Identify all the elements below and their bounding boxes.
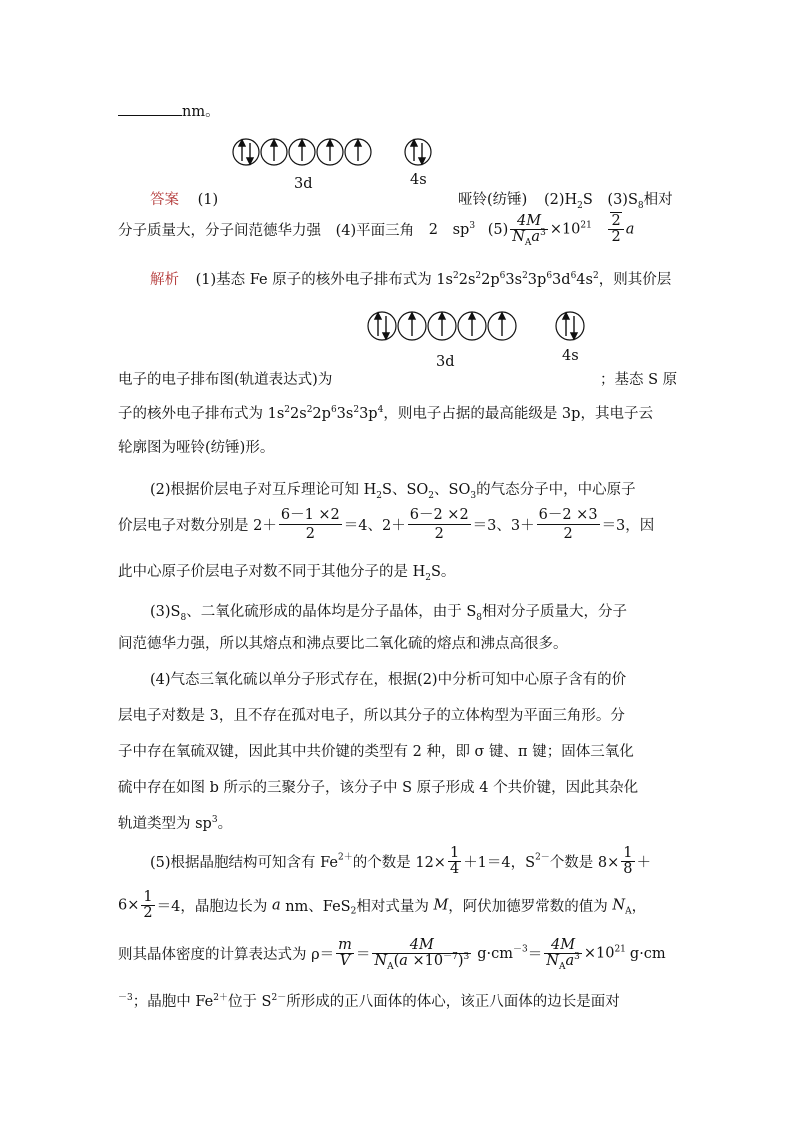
analysis-line-7: 此中心原子价层电子对数不同于其他分子的是 $H_2S$。 [118,564,456,583]
answer-part-3: (3)S [607,192,638,208]
unit-2: g·cm [629,945,666,962]
fraction-eighth: $\frac{1}{8}$ [623,845,633,877]
analysis-line-3: 子的核外电子排布式为 $1s^22s^22p^63s^23p^4$，则电子占据的最高能级是 3p，其电子云 [118,405,653,422]
f2-num: 6－2 ×2 [409,507,469,523]
answer-sp: sp [452,221,470,238]
fe-config-tail: ，则其价层 [598,272,672,288]
answer-part-2b: S [582,192,593,208]
frac-num: 4M [516,213,542,229]
equals-2: ＝ [527,947,543,963]
pair-count-3: ＝3、3＋ [472,518,535,534]
analysis-line-17: 则其晶体密度的计算表达式为 ρ＝ $\frac{m}{V}$ ＝ $\frac{4M}{N_A(a \times 10^{-7})^3}$ $g\cdot cm^{-3}=$ $\frac{4M}{N_Aa^3}$ $\times 10^{21}$ g·cm [118,937,666,972]
fraction-quarter: $\frac{1}{4}$ [449,845,460,877]
s8-text-2: 、二氧化硫形成的晶体均是分子晶体，由于 S [186,604,477,620]
answer-line-1-tail: 哑铃(纺锤) $(2)H_2S$ $(3)S_8$相对 [458,192,673,211]
unit-text: nm。 [182,104,220,120]
fes2-text: nm、FeS [285,899,351,915]
analysis-line-4 [118,436,678,457]
vsepr-text: (2)根据价层电子对互斥理论可知 H [150,482,377,498]
fraction-half: $\frac{1}{2}$ [143,889,153,921]
label-4s-mid: 4s [562,348,579,364]
s-count-text: ＋1＝4，S [463,855,536,871]
answer-a: a [625,221,635,238]
different-molecule-text: 此中心原子价层电子对数不同于其他分子的是 H [118,564,426,580]
octahedron-text-2: 位于 S [227,994,272,1010]
different-molecule-tail: S。 [431,564,456,580]
vsepr-so2: S、SO [382,482,429,498]
so3-text-2: 层电子对数是 3，且不存在孤对电子，所以其分子的立体构型为平面三角形。分 [118,708,625,724]
analysis-line-6 [118,506,678,543]
s8-text-3: 相对分子质量大，分子 [482,604,627,620]
analysis-line-11 [118,704,678,725]
answer-part-4-num: 2 [428,221,438,238]
frac-den: N [512,229,525,245]
analysis-line-18: $^{-3}$；晶胞中 $Fe^{2+}$位于 $S^{2-}$所形成的正八面体的体心，该正八面体的边长是面对 [118,993,620,1010]
edge-text: ＝4，晶胞边长为 [156,899,268,915]
equals-1: ＝ [355,947,371,963]
fe-count-2: 的个数是 12× [352,855,446,871]
analysis-label: 解析 [150,272,179,288]
so3-text-4: 硫中存在如图 b 所示的三聚分子，该分子中 S 原子形成 4 个共价键，因此其杂化 [118,780,639,796]
analysis-line-9 [118,632,678,653]
label-3d-mid: 3d [436,354,455,370]
s-config-tail: ，则电子占据的最高能级是 3p，其电子云 [383,406,653,422]
vsepr-tail: 的气态分子中，中心原子 [476,482,636,498]
answer-part-2: (2)H [543,192,578,208]
label-3d-top: 3d [294,176,313,192]
vsepr-so3: 、SO [434,482,471,498]
six-times: 6× [118,897,140,914]
so3-text-3: 子中存在氧硫双键，因此其中共价键的类型有 2 种，即 σ 键、π 键；固体三氧化 [118,744,634,760]
hybrid-text: 轨道类型为 sp [118,816,212,832]
answer-part-4: (4)平面三角 [335,223,415,239]
analysis-line-1: 解析 (1)基态 Fe 原子的核外电子排布式为 $1s^22s^22p^63s^23p^63d^64s^2$，则其价层 [150,271,672,288]
orbital-expr-text: 电子的电子排布图(轨道表达式)为 [118,372,333,388]
hybrid-tail: 。 [217,816,233,832]
f3-den: 2 [563,526,573,542]
fraction-m-v: $\frac{m}{V}$ [338,937,352,969]
answer-density-fraction: $\frac{4M}{N_Aa^3}$ [512,213,546,248]
plus-sign: ＋ [636,855,652,871]
fraction-so2 [408,506,471,543]
melting-point-text: 间范德华力强，所以其熔点和沸点要比二氧化硫的熔点和沸点高很多。 [118,636,568,652]
answer-part-1: (1) [197,192,219,208]
times-ten: ×10 [583,945,615,962]
avogadro-text: ，阿伏加德罗常数的值为 [448,899,608,915]
answer-line-2: 分子质量大，分子间范德华力强 (4)平面三角 2 $sp^3$ (5) $\frac{4M}{N_Aa^3}$ $\times 10^{21}$ $\frac{2}{2}$ a [118,213,635,248]
analysis-line-12 [118,740,678,761]
label-4s-top: 4s [410,172,427,188]
pair-count-2: ＝4、2＋ [343,518,406,534]
answer-vdw-text: 分子质量大，分子间范德华力强 [118,223,321,239]
pair-count-text: 价层电子对数分别是 2＋ [118,518,277,534]
answer-label: 答案 [150,192,179,208]
octahedron-text-3: 所形成的正八面体的体心，该正八面体的边长是面对 [286,994,620,1010]
answer-part-5: (5) [487,221,509,238]
fraction-h2s [279,506,342,543]
f1-den: 2 [305,526,315,542]
formula-mass-text: 相对式量为 [356,899,429,915]
s-config-intro: ；基态 S 原 [600,372,678,388]
f3-num: 6－2 ×3 [538,507,598,523]
pair-count-tail: ＝3，因 [601,518,655,534]
answer-shape: 哑铃(纺锤) [458,192,528,208]
answer-part-3b: 相对 [643,192,673,208]
density-expr-text: 则其晶体密度的计算表达式为 ρ＝ [118,947,335,963]
unit-1: g·cm [477,945,514,962]
f2-den: 2 [434,526,444,542]
orbital-diagram-answer [222,128,442,196]
analysis-line-16: 6× $\frac{1}{2}$ ＝4，晶胞边长为 a nm、FeS$_2$相对式量为 M，阿伏加德罗常数的值为 $N_A$， [118,889,647,921]
analysis-line-2-tail [600,368,680,389]
s-count-2: 个数是 8× [549,855,620,871]
frac-den2: 2 [611,229,621,245]
fraction-density-2: $\frac{4M}{N_Aa^3}$ [546,937,580,972]
fe-config-text: (1)基态 Fe 原子的核外电子排布式为 1s [195,272,453,288]
analysis-line-10 [150,668,710,689]
s-config-text: 子的核外电子排布式为 1s [118,406,285,422]
orbital-diagram-analysis [356,300,596,372]
analysis-line-15: (5)根据晶胞结构可知含有 $Fe^{2+}$的个数是 12× $\frac{1}{4}$ ＋1＝4，$S^{2-}$个数是 8× $\frac{1}{8}$ ＋ [150,845,652,877]
fraction-so3 [537,506,600,543]
octahedron-text-1: ；晶胞中 Fe [132,994,214,1010]
analysis-line-2 [118,368,678,389]
answer-edge-fraction [608,214,623,245]
fraction-density-1: $\frac{4M}{N_A(a \times 10^{-7})^3}$ [374,937,470,972]
analysis-line-5: (2)根据价层电子对互斥理论可知 $H_2S$、$SO_2$、$SO_3$的气态分子中，中心原子 [150,482,636,501]
analysis-line-13 [118,776,678,797]
dumbbell-text: 轮廓图为哑铃(纺锤)形。 [118,440,275,456]
answer-times: ×10 [549,221,581,238]
fe-count-text: (5)根据晶胞结构可知含有 Fe [150,855,338,871]
f1-num: 6－1 ×2 [280,507,340,523]
analysis-line-8: $(3)S_8$、二氧化硫形成的晶体均是分子晶体，由于 $S_8$相对分子质量大，分子 [150,604,627,623]
so3-text-1: (4)气态三氧化硫以单分子形式存在，根据(2)中分析可知中心原子含有的价 [150,672,627,688]
answer-blank-line [118,100,678,121]
s8-text: (3)S [150,604,181,620]
answer-blank [118,103,182,116]
analysis-line-14: 轨道类型为 $sp^3$。 [118,815,233,832]
sqrt-2: 2 [611,213,621,229]
